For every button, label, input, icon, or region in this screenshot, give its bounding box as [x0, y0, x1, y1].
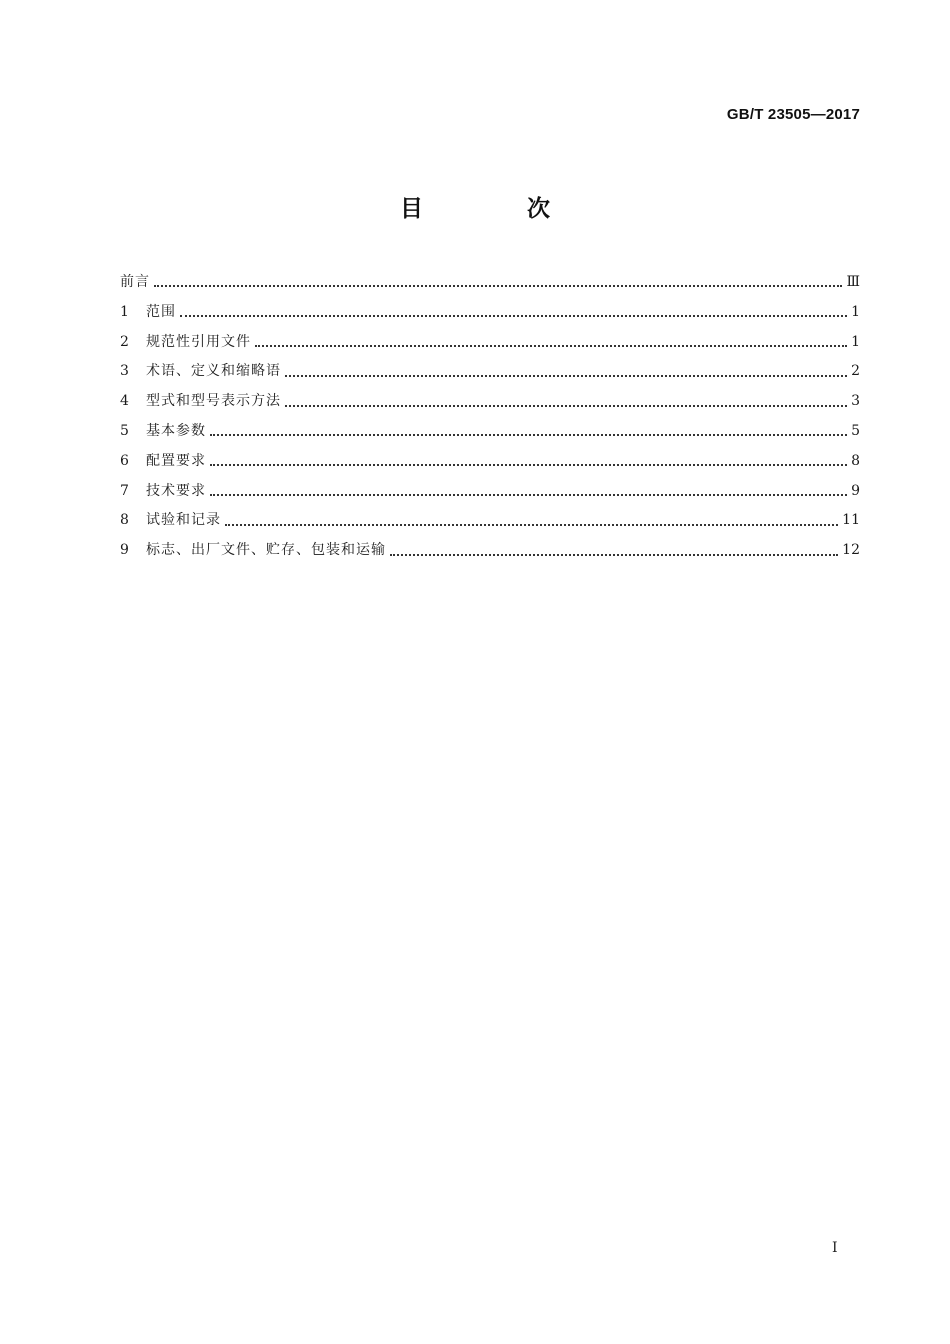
toc-item-number: 1 — [120, 303, 129, 320]
toc-item-page: 1 — [851, 303, 860, 320]
toc-dot-leader — [255, 344, 847, 347]
toc-item-number: 9 — [120, 542, 129, 559]
toc-item-number: 3 — [120, 363, 129, 380]
toc-item-label: 配置要求 — [146, 452, 206, 469]
toc-dot-leader — [285, 374, 847, 377]
toc-item-page: Ⅲ — [846, 274, 860, 290]
toc-item-page: 5 — [851, 422, 860, 439]
toc-dot-leader — [285, 404, 847, 407]
toc-item-number: 5 — [120, 422, 129, 439]
page-number: I — [832, 1240, 838, 1256]
toc-item-3[interactable] — [120, 357, 860, 387]
toc-item-4[interactable] — [120, 387, 860, 417]
toc-item-number: 2 — [120, 333, 129, 350]
toc-item-number: 8 — [120, 512, 129, 529]
toc-dot-leader — [210, 463, 847, 466]
toc-dot-leader — [225, 523, 838, 526]
toc-dot-leader — [180, 314, 847, 317]
page-title: 目 次 — [399, 196, 598, 222]
toc-item-label: 标志、出厂文件、贮存、包装和运输 — [146, 542, 386, 559]
toc-item-6[interactable] — [120, 447, 860, 477]
toc-item-page: 9 — [851, 482, 860, 499]
toc-item-5[interactable] — [120, 417, 860, 447]
toc-item-number: 6 — [120, 452, 129, 469]
toc-item-page: 11 — [842, 512, 860, 529]
toc-item-page: 2 — [851, 363, 860, 380]
toc-item-label: 范围 — [146, 303, 176, 320]
toc-item-number: 7 — [120, 482, 129, 499]
toc-item-page: 1 — [851, 333, 860, 350]
toc-item-number: 4 — [120, 393, 129, 410]
toc-item-8[interactable] — [120, 506, 860, 536]
toc-dot-leader — [154, 284, 842, 287]
toc-item-page: 8 — [851, 452, 860, 469]
toc-item-label: 型式和型号表示方法 — [146, 393, 281, 410]
toc-item-1[interactable] — [120, 298, 860, 328]
toc-item-label: 前言 — [120, 274, 150, 290]
toc-item-label: 基本参数 — [146, 422, 206, 439]
toc-dot-leader — [210, 493, 847, 496]
table-of-contents — [120, 268, 860, 566]
toc-item-label: 术语、定义和缩略语 — [146, 363, 281, 380]
toc-item-page: 3 — [851, 393, 860, 410]
standard-code: GB/T 23505—2017 — [726, 106, 860, 123]
toc-dot-leader — [210, 433, 847, 436]
toc-item-9[interactable] — [120, 536, 860, 566]
toc-item-label: 规范性引用文件 — [146, 333, 251, 350]
toc-item-2[interactable] — [120, 328, 860, 358]
toc-item-7[interactable] — [120, 477, 860, 507]
toc-item-label: 试验和记录 — [146, 512, 221, 529]
toc-item-page: 12 — [842, 542, 860, 559]
toc-dot-leader — [390, 553, 838, 556]
toc-item-label: 技术要求 — [146, 482, 206, 499]
toc-item-preface[interactable] — [120, 268, 860, 298]
